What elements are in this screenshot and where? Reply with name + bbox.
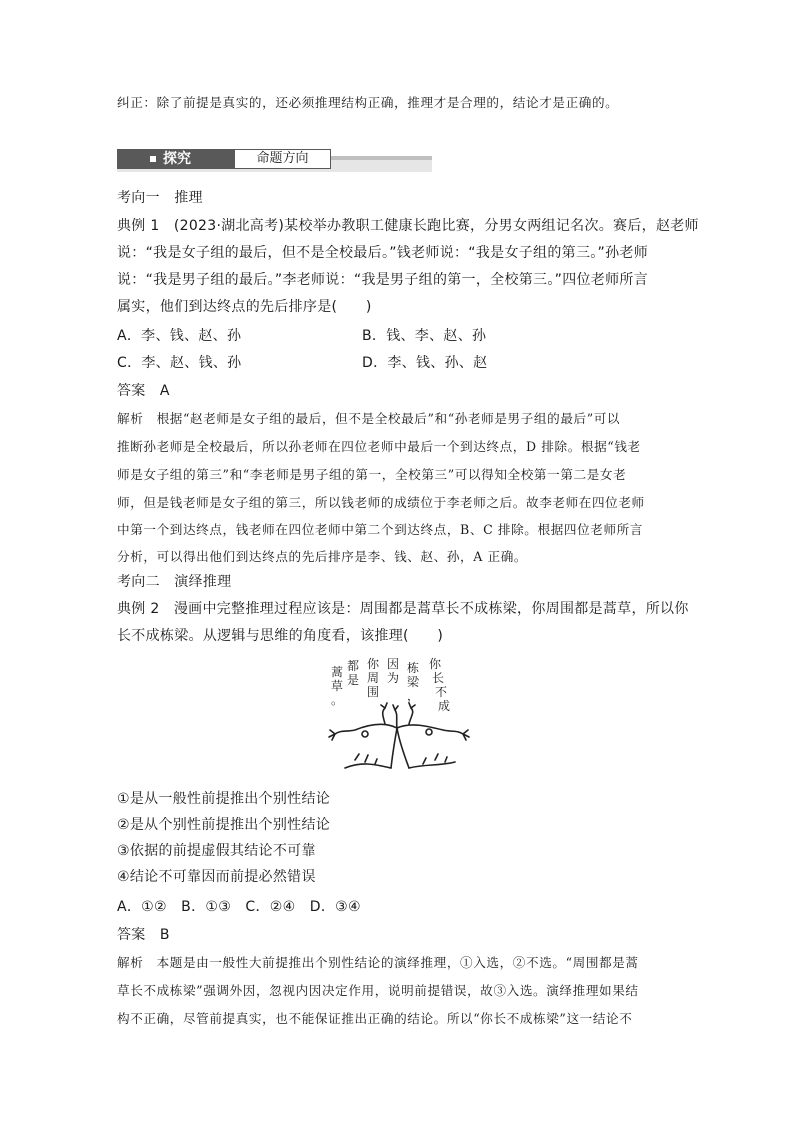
cartoon-char: 不 bbox=[435, 685, 448, 699]
cartoon-char: ， bbox=[407, 689, 420, 703]
analysis-2-line: 构不正确，尽管前提真实，也不能保证推出正确的结论。所以“你长不成栋梁”这一结论不 bbox=[117, 1011, 633, 1026]
answer-2: 答案 B bbox=[117, 927, 170, 943]
statement-1: ①是从一般性前提推出个别性结论 bbox=[117, 791, 331, 807]
example-1-line: 典例 1 (2023·湖北高考)某校举办教职工健康长跑比赛，分男女两组记名次。赛后，赵老师 bbox=[117, 218, 699, 234]
banner-main-label: 探究 bbox=[163, 151, 191, 167]
cartoon-char: 围 bbox=[367, 685, 380, 699]
cartoon-char: 。 bbox=[331, 693, 344, 707]
banner-shade bbox=[329, 156, 432, 160]
answer-1: 答案 A bbox=[117, 383, 170, 399]
banner-main bbox=[117, 149, 234, 169]
section-banner bbox=[117, 146, 432, 172]
analysis-1-line: 师是女子组的第三”和“李老师是男子组的第一，全校第三”可以得知全校第一第二是女老 bbox=[117, 467, 627, 482]
statement-4: ④结论不可靠因而前提必然错误 bbox=[117, 869, 316, 885]
cartoon-char: 梁 bbox=[407, 675, 420, 689]
direction-1-title: 考向一 推理 bbox=[117, 190, 203, 206]
cartoon-char: 是 bbox=[347, 673, 360, 687]
option-c: C．李、赵、钱、孙 bbox=[117, 355, 242, 371]
example-2-line: 典例 2 漫画中完整推理过程应该是：周围都是蒿草长不成栋梁，你周围都是蒿草，所以你 bbox=[117, 601, 689, 617]
trunk bbox=[391, 728, 409, 768]
cartoon-char: 栋 bbox=[407, 661, 420, 675]
options-line: A．①② B．①③ C．②④ D．③④ bbox=[117, 899, 361, 915]
option-d: D．李、钱、孙、赵 bbox=[362, 355, 488, 371]
analysis-1-line: 中第一个到达终点，钱老师在四位老师中第二个到达终点，B、C 排除。根据四位老师所言 bbox=[117, 522, 644, 537]
cartoon-char: 都 bbox=[347, 659, 360, 673]
example-1-line: 说：“我是女子组的最后，但不是全校最后。”钱老师说：“我是女子组的第三。”孙老师 bbox=[117, 245, 649, 261]
example-2-line: 长不成栋梁。从逻辑与思维的角度看，该推理( ) bbox=[117, 628, 444, 644]
analysis-1-line: 推断孙老师是全校最后，所以孙老师在四位老师中最后一个到达终点，D 排除。根据“钱老 bbox=[117, 439, 641, 454]
cartoon-svg bbox=[325, 650, 470, 775]
cartoon-char: 你 bbox=[429, 657, 442, 671]
direction-2-title: 考向二 演绎推理 bbox=[117, 574, 232, 590]
analysis-2-line: 解析 本题是由一般性大前提推出个别性结论的演绎推理，①入选，②不选。“周围都是蒿 bbox=[117, 955, 639, 970]
statement-2: ②是从个别性前提推出个别性结论 bbox=[117, 817, 331, 833]
statement-3: ③依据的前提虚假其结论不可靠 bbox=[117, 843, 316, 859]
correction-text: 纠正：除了前提是真实的，还必须推理结构正确，推理才是合理的，结论才是正确的。 bbox=[117, 95, 619, 110]
option-a: A．李、钱、赵、孙 bbox=[117, 328, 242, 344]
cartoon-char: 蒿 bbox=[331, 665, 344, 679]
example-1-line: 说：“我是男子组的最后。”李老师说：“我是男子组的第一，全校第三。”四位老师所言 bbox=[117, 272, 649, 288]
analysis-2-line: 草长不成栋梁”强调外因，忽视内因决定作用，说明前提错误，故③入选。演绎推理如果结 bbox=[117, 983, 639, 998]
cartoon-char: 草 bbox=[331, 679, 344, 693]
banner-sub-label: 命题方向 bbox=[234, 149, 331, 169]
square-bullet-icon bbox=[150, 156, 156, 162]
analysis-1-line: 师，但是钱老师是女子组的第三，所以钱老师的成绩位于李老师之后。故李老师在四位老师 bbox=[117, 495, 645, 510]
cartoon-char: 成 bbox=[438, 699, 451, 713]
example-1-line: 属实，他们到达终点的先后排序是( ) bbox=[117, 299, 372, 315]
cartoon-char: 因 bbox=[387, 657, 400, 671]
cartoon-char: 你 bbox=[367, 657, 380, 671]
analysis-1-line: 分析，可以得出他们到达终点的先后排序是李、钱、赵、孙，A 正确。 bbox=[117, 549, 528, 564]
cartoon-illustration bbox=[325, 650, 470, 775]
analysis-1-line: 解析 根据“赵老师是女子组的最后，但不是全校最后”和“孙老师是男子组的最后”可以 bbox=[117, 411, 621, 426]
cartoon-char: 周 bbox=[367, 671, 380, 685]
cartoon-char: 长 bbox=[432, 671, 445, 685]
option-b: B．钱、李、赵、孙 bbox=[362, 328, 487, 344]
cartoon-char: 为 bbox=[387, 671, 400, 685]
